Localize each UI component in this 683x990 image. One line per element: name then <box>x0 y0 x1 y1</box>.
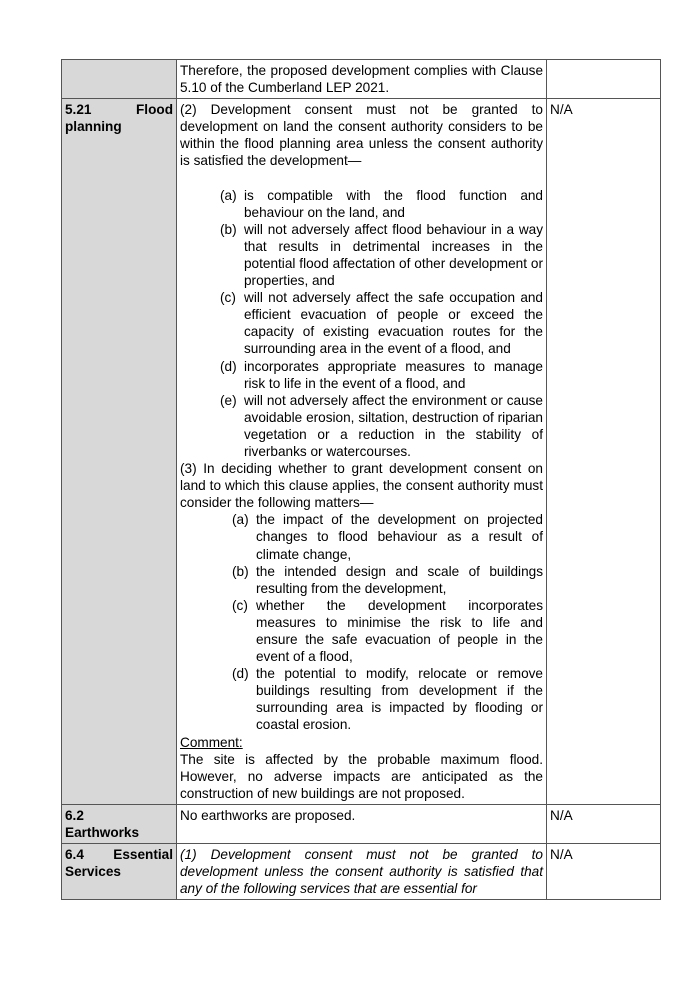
subclause-2-list <box>180 187 543 461</box>
comment-label: Comment: <box>180 734 243 750</box>
clause-number: 6.4 <box>65 847 84 863</box>
list-marker: (d) <box>220 358 237 374</box>
compliance-value: N/A <box>550 102 573 118</box>
list-item <box>180 665 543 733</box>
list-item-text: will not adversely affect the safe occupation and efficient evacuation of people or exceed the capacity of existing evacuation routes for the surrounding area in the event of a flood, and <box>244 290 543 357</box>
list-item-text: will not adversely affect the environment or cause avoidable erosion, siltation, destruction of riparian vegetation or a reduction in the stability of riverbanks or watercourses. <box>244 392 543 459</box>
clause-cell <box>62 99 177 805</box>
clause-cell <box>62 60 177 99</box>
list-item <box>180 187 543 221</box>
compliance-table <box>61 59 661 900</box>
subclause-3-list <box>180 511 543 733</box>
list-marker: (c) <box>232 597 248 613</box>
clause-heading-line <box>65 846 173 863</box>
list-item <box>180 221 543 289</box>
table-row-continued <box>62 60 661 99</box>
list-marker: (c) <box>220 290 236 306</box>
list-item <box>180 289 543 357</box>
list-marker: (e) <box>220 392 237 408</box>
clause-cell <box>62 844 177 900</box>
table-row-essential-services <box>62 844 661 900</box>
list-item <box>180 392 543 460</box>
compliance-cell <box>547 99 661 805</box>
clause-title-part: Services <box>65 864 121 880</box>
list-marker: (d) <box>232 666 249 682</box>
blank-line <box>180 170 543 187</box>
table-row-flood-planning <box>62 99 661 805</box>
compliance-cell <box>547 844 661 900</box>
clause-title-part: Essential <box>113 847 173 863</box>
list-marker: (a) <box>232 512 249 528</box>
list-marker: (b) <box>220 221 237 237</box>
clause-title: Earthworks <box>65 825 140 841</box>
list-item <box>180 358 543 392</box>
list-item <box>180 597 543 665</box>
continued-text: Therefore, the proposed development complies with Clause 5.10 of the Cumberland LEP 2021. <box>180 63 543 96</box>
clause-heading-line <box>65 101 173 118</box>
assessment-cell <box>177 804 547 843</box>
list-item-text: the intended design and scale of buildings resulting from the development, <box>256 563 543 596</box>
list-item-text: whether the development incorporates measures to minimise the risk to life and ensure the safe evacuation of people in the event of a flood, <box>256 597 543 665</box>
list-marker: (b) <box>232 563 249 579</box>
assessment-cell <box>177 844 547 900</box>
subclause-2-intro: (2) Development consent must not be granted to development on land the consent authority considers to be within the flood planning area unless the consent authority is satisfied the development— <box>180 102 543 169</box>
comment-text: The site is affected by the probable maximum flood. However, no adverse impacts are anticipated as the construction of new buildings are not proposed. <box>180 751 543 801</box>
list-item-text: the impact of the development on projected changes to flood behaviour as a result of climate change, <box>256 512 543 562</box>
list-item-text: incorporates appropriate measures to manage risk to life in the event of a flood, and <box>244 358 543 391</box>
table-row-earthworks <box>62 804 661 843</box>
list-item-text: is compatible with the flood function and behaviour on the land, and <box>244 187 543 220</box>
compliance-cell <box>547 60 661 99</box>
list-item-text: the potential to modify, relocate or remove buildings resulting from development if the surrounding area is impacted by flooding or coastal erosion. <box>256 666 543 733</box>
assessment-cell <box>177 60 547 99</box>
compliance-cell <box>547 804 661 843</box>
list-item <box>180 511 543 562</box>
clause-title-part: planning <box>65 119 122 135</box>
compliance-value: N/A <box>550 807 573 823</box>
assessment-cell <box>177 99 547 805</box>
list-item <box>180 563 543 597</box>
earthworks-text: No earthworks are proposed. <box>180 807 356 823</box>
services-text: (1) Development consent must not be granted to development unless the consent authority is satisfied that any of the following services that are essential for <box>180 847 543 897</box>
clause-number: 6.2 <box>65 807 84 823</box>
clause-number: 5.21 <box>65 102 92 118</box>
list-item-text: will not adversely affect flood behaviour in a way that results in detrimental increases in the potential flood affectation of other development or properties, and <box>244 221 543 289</box>
list-marker: (a) <box>220 187 237 203</box>
clause-cell <box>62 804 177 843</box>
clause-title-part: Flood <box>136 102 173 118</box>
subclause-3-intro: (3) In deciding whether to grant development consent on land to which this clause applies, the consent authority must consider the following matters— <box>180 461 543 511</box>
compliance-value: N/A <box>550 847 573 863</box>
